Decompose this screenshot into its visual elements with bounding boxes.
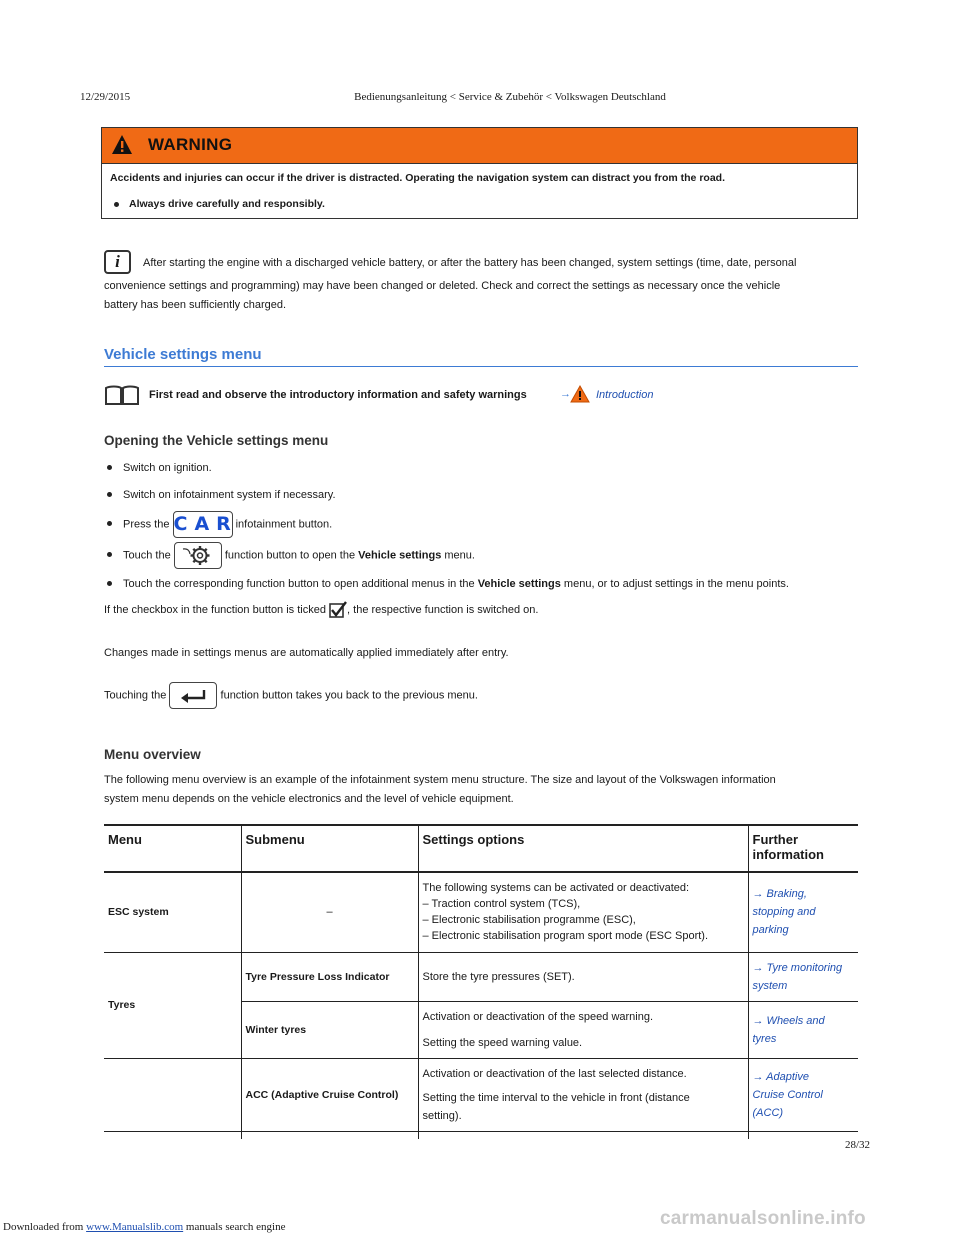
settings-button[interactable] (174, 542, 222, 569)
link-text: parking (752, 924, 789, 937)
option-text: – Electronic stabilisation programme (ESC), (422, 914, 636, 927)
options-cell (418, 872, 748, 952)
option-text: setting). (422, 1109, 462, 1122)
warning-triangle-icon (570, 385, 590, 403)
paragraph-text: function button takes you back to the previous menu. (220, 689, 478, 702)
back-button[interactable] (169, 682, 217, 709)
list-item (107, 578, 789, 590)
list-item (107, 489, 336, 501)
paragraph-text: , the respective function is switched on. (347, 603, 539, 616)
submenu-cell: Winter tyres (241, 1001, 418, 1058)
header-title: Bedienungsanleitung < Service & Zubehör < Volkswagen Deutschland (354, 91, 666, 103)
link-text: → Tyre monitoring (752, 961, 843, 974)
header-date: 12/29/2015 (80, 91, 131, 103)
link-text: tyres (752, 1032, 777, 1045)
section-divider (104, 366, 858, 367)
info-link[interactable] (748, 1058, 858, 1131)
link-text: system (752, 979, 788, 992)
options-cell: Store the tyre pressures (SET). (418, 952, 748, 1001)
option-text: Setting the speed warning value. (422, 1036, 583, 1049)
car-button[interactable]: CAR (173, 511, 233, 538)
list-item-text: infotainment button. (235, 518, 333, 531)
overview-heading: Menu overview (104, 747, 201, 762)
link-text: (ACC) (752, 1106, 784, 1119)
option-text: The following systems can be activated or deactivated: (422, 882, 690, 895)
menu-cell (104, 1058, 241, 1131)
back-arrow-icon (170, 683, 216, 708)
back-note (104, 682, 478, 709)
link-text: Cruise Control (752, 1088, 823, 1101)
column-header: Settings options (418, 825, 748, 872)
info-icon: i (104, 250, 131, 274)
warning-bullet-text: Always drive carefully and responsibly. (129, 198, 325, 210)
options-cell (418, 1001, 748, 1058)
changes-note: Changes made in settings menus are automatically applied immediately after entry. (104, 647, 509, 659)
link-text: → Braking, (752, 888, 807, 901)
link-arrow: → (560, 388, 571, 400)
list-item (107, 462, 212, 474)
option-text: Activation or deactivation of the speed warning. (422, 1010, 654, 1023)
opening-heading: Opening the Vehicle settings menu (104, 433, 329, 448)
table-row (104, 872, 858, 952)
warning-header (102, 128, 857, 164)
warning-label: WARNING (148, 135, 233, 154)
option-text: – Traction control system (TCS), (422, 898, 581, 911)
submenu-cell: Tyre Pressure Loss Indicator (241, 952, 418, 1001)
list-item-text: Press the (123, 518, 170, 531)
column-header: Menu (104, 825, 241, 872)
table-row (104, 952, 858, 1001)
header-text: information (752, 847, 824, 862)
submenu-cell: ACC (Adaptive Cruise Control) (241, 1058, 418, 1131)
warning-text: Accidents and injuries can occur if the driver is distracted. Operating the navigation system can distract you from the road. (110, 172, 725, 184)
info-cell (748, 1131, 858, 1139)
options-cell (418, 1058, 748, 1131)
list-item (107, 542, 475, 569)
list-item-text: Touch the corresponding function button to open additional menus in the (123, 578, 475, 590)
checkbox-note (104, 601, 538, 619)
table-header-row (104, 825, 858, 872)
info-line: After starting the engine with a discharged vehicle battery, or after the battery has been changed, system settings (time, date, personal (143, 257, 797, 269)
page-number: 28/32 (844, 1139, 870, 1151)
table-row (104, 1131, 858, 1139)
list-item-text: Touch the (123, 549, 171, 562)
column-header: Submenu (241, 825, 418, 872)
option-text: Activation or deactivation of the last selected distance. (422, 1067, 687, 1080)
warning-triangle-icon (111, 134, 133, 156)
menu-cell (104, 1131, 241, 1139)
link-text: stopping and (752, 906, 816, 919)
list-item-text: menu. (444, 549, 475, 562)
menu-cell: ESC system (104, 872, 241, 952)
introduction-link[interactable]: Introduction (596, 389, 654, 401)
list-item-text: Switch on ignition. (123, 462, 212, 474)
overview-text: The following menu overview is an example of the infotainment system menu structure. The size and layout of the Volkswagen information (104, 774, 776, 786)
list-item-text: Switch on infotainment system if necessary. (123, 489, 336, 501)
paragraph-text: If the checkbox in the function button is ticked (104, 603, 326, 616)
section-title: Vehicle settings menu (104, 346, 262, 363)
gear-icon (175, 543, 221, 568)
menu-name: Vehicle settings (358, 549, 442, 562)
option-text: – Electronic stabilisation program sport mode (ESC Sport). (422, 930, 709, 943)
menu-name: Vehicle settings (477, 578, 561, 590)
book-icon (104, 384, 140, 406)
info-link[interactable] (748, 952, 858, 1001)
paragraph-text: Touching the (104, 689, 167, 702)
watermark: carmanualsonline.info (660, 1208, 866, 1229)
header-text: Further (752, 832, 798, 847)
footer (3, 1221, 285, 1233)
manualslib-link[interactable]: www.Manualslib.com (86, 1221, 184, 1233)
link-text: → Adaptive (752, 1070, 809, 1083)
table-row (104, 1058, 858, 1131)
footer-text: manuals search engine (185, 1221, 286, 1233)
info-link[interactable] (748, 1001, 858, 1058)
overview-text: system menu depends on the vehicle electronics and the level of vehicle equipment. (104, 793, 514, 805)
info-link[interactable] (748, 872, 858, 952)
list-item-text: function button to open the (224, 549, 356, 562)
info-line: convenience settings and programming) may have been changed or deleted. Check and correct the settings as necessary once the vehicle (104, 280, 781, 292)
menu-overview-table (104, 824, 858, 1139)
checkbox-ticked-icon (329, 601, 347, 619)
list-item (107, 511, 332, 538)
option-text: Setting the time interval to the vehicle in front (distance (422, 1091, 690, 1104)
footer-text: Downloaded from (3, 1221, 84, 1233)
list-item-text: menu, or to adjust settings in the menu points. (563, 578, 789, 590)
options-cell (418, 1131, 748, 1139)
submenu-cell (241, 1131, 418, 1139)
bullet-dot (114, 202, 119, 207)
warning-bullet (114, 198, 325, 210)
menu-cell: Tyres (104, 952, 241, 1058)
link-text: → Wheels and (752, 1014, 825, 1027)
warning-box (101, 127, 858, 219)
read-first-note: First read and observe the introductory information and safety warnings (149, 389, 527, 401)
submenu-cell: – (241, 872, 418, 952)
info-line: battery has been sufficiently charged. (104, 299, 287, 311)
column-header (748, 825, 858, 872)
